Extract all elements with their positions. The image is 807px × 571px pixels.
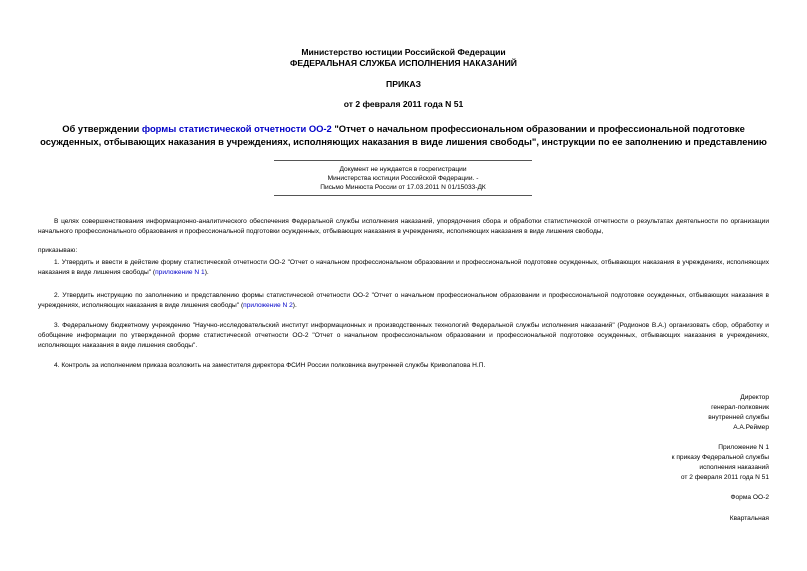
item-1-text: 1. Утвердить и ввести в действие форму статистической отчетности ОО-2 "Отчет о начальном профессиональном образовании и профессиональной подготовке осужденных, отбывающих наказания в учреждениях, исполняющих наказания в виде лишения свободы" ( [38, 259, 769, 276]
form-period: Квартальная [729, 515, 769, 522]
appendix-service: исполнения наказаний [699, 464, 769, 471]
title-prefix: Об утверждении [62, 123, 142, 134]
appendix-header [672, 443, 769, 483]
item-1 [38, 258, 769, 278]
signature-position: Директор [740, 394, 769, 401]
item-2-end: ). [292, 302, 297, 309]
service-name: ФЕДЕРАЛЬНАЯ СЛУЖБА ИСПОЛНЕНИЯ НАКАЗАНИЙ [290, 58, 517, 68]
order-word: приказываю: [38, 247, 78, 254]
item-2 [38, 291, 769, 311]
appendix-to-order: к приказу Федеральной службы [671, 454, 769, 461]
item-1-end: ). [204, 269, 209, 276]
appendix-number: Приложение N 1 [718, 444, 769, 451]
item-2-text: 2. Утвердить инструкцию по заполнению и представлению формы статистической отчетности ОО-2 "Отчет о начальном профессиональном образовании и профессиональной подготовке осужденных, отбывающих наказания в учреждениях, исполняющих наказания в виде лишения свободы" ( [38, 292, 769, 309]
signature-service: внутренней службы [708, 414, 769, 421]
doc-type: ПРИКАЗ [386, 79, 421, 89]
signature-block [708, 393, 769, 433]
ministry-name: Министерство юстиции Российской Федерации [301, 47, 506, 57]
title-form-link[interactable]: формы статистической отчетности ОО-2 [141, 123, 332, 134]
registration-note [274, 160, 532, 196]
intro-paragraph: В целях совершенствования информационно-аналитического обеспечения Федеральной службы исполнения наказаний, упорядочения сбора и обработки статистической отчетности о результатах деятельности по организации начального профессионального образования и профессиональной подготовки осужденных, отбывающих наказания в учреждениях, исполняющих наказания в виде лишения свободы, [38, 218, 769, 235]
registration-line-3: Письмо Минюста России от 17.03.2011 N 01/15033-ДК [320, 184, 486, 191]
registration-line-2: Министерства юстиции Российской Федерации. - [327, 175, 479, 182]
document-title [40, 123, 767, 148]
title-rest: "Отчет о начальном профессиональном образовании и профессиональной подготовке осужденных, отбывающих наказания в учреждениях, исполняющих наказания в виде лишения свободы", инструкции по ее заполнению и представлению [40, 123, 767, 147]
item-3: 3. Федеральному бюджетному учреждению "Научно-исследовательский институт информационных и производственных технологий Федеральной службы исполнения наказаний" (Родионов В.А.) организовать сбор, обработку и обобщение информации по утвержденной форме статистической отчетности ОО-2 "Отчет о начальном профессиональном образовании и профессиональной подготовке осужденных, отбывающих наказания в учреждениях, исполняющих наказания в виде лишения свободы". [38, 322, 769, 349]
doc-date: от 2 февраля 2011 года N 51 [343, 99, 464, 109]
registration-line-1: Документ не нуждается в госрегистрации [339, 166, 467, 173]
item-4: 4. Контроль за исполнением приказа возложить на заместителя директора ФСИН России полковника внутренней службы Криволапова Н.П. [54, 362, 486, 369]
appendix-1-link[interactable]: приложение N 1 [155, 269, 205, 276]
appendix-2-link[interactable]: приложение N 2 [243, 302, 293, 309]
signature-rank: генерал-полковник [711, 404, 769, 411]
form-name: Форма ОО-2 [730, 494, 769, 501]
appendix-date: от 2 февраля 2011 года N 51 [680, 474, 769, 481]
signature-name: А.А.Реймер [733, 424, 769, 431]
